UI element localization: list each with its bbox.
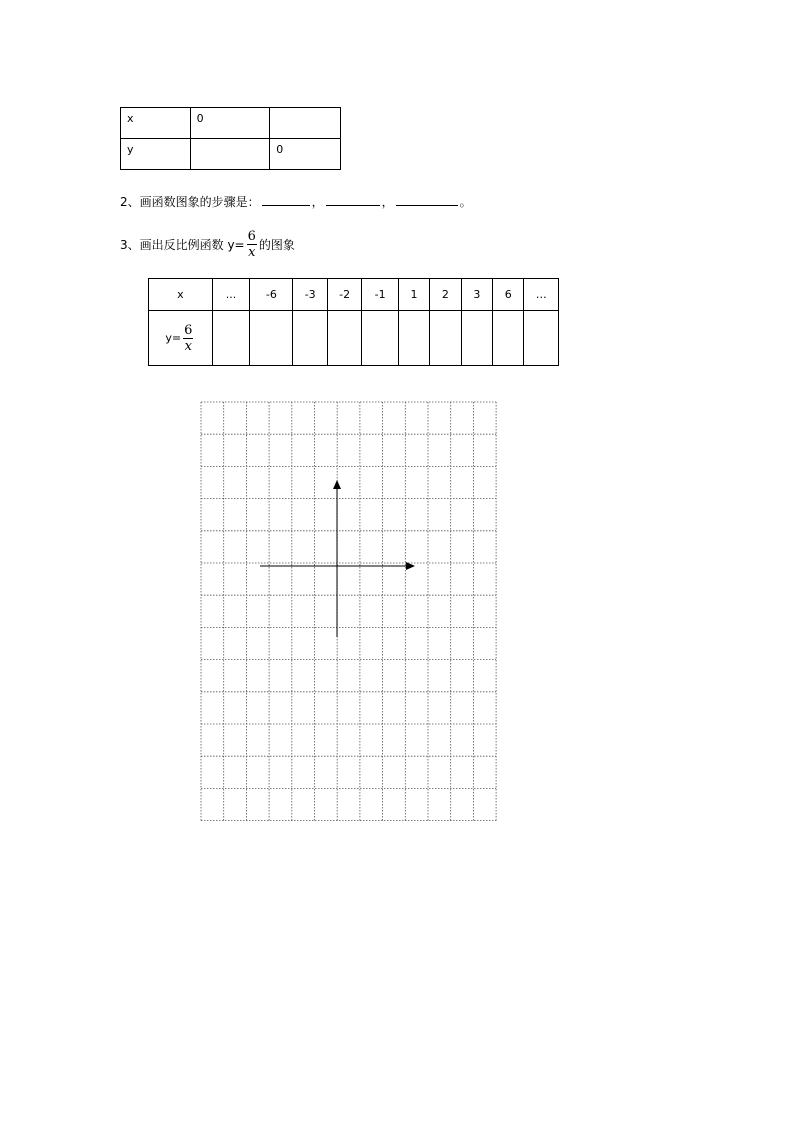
period: 。: [459, 195, 472, 209]
fraction: [247, 230, 257, 259]
question-2-text: 2、画函数图象的步骤是：: [120, 195, 260, 209]
table-cell[interactable]: [250, 311, 293, 366]
table-cell[interactable]: [461, 311, 492, 366]
fraction-denominator: x: [248, 244, 256, 260]
answer-blank-1[interactable]: [262, 193, 310, 206]
y-axis-arrow-icon: [333, 480, 341, 489]
table-cell: …: [524, 279, 559, 311]
table-cell: y: [121, 139, 191, 170]
answer-blank-3[interactable]: [396, 193, 458, 206]
table-cell: 1: [398, 279, 429, 311]
question-3-suffix: 的图象: [258, 237, 295, 252]
table-cell: 0: [270, 139, 341, 170]
table-cell[interactable]: [212, 311, 249, 366]
table-cell: -3: [293, 279, 327, 311]
separator: ，: [381, 195, 394, 209]
value-table: [148, 278, 559, 366]
table-cell: [270, 108, 341, 139]
table-cell[interactable]: [398, 311, 429, 366]
fraction-numerator: 6: [184, 322, 193, 338]
table-row: [121, 139, 341, 170]
table-cell: 6: [493, 279, 524, 311]
table-cell: [190, 139, 270, 170]
table-cell[interactable]: [293, 311, 327, 366]
table-cell[interactable]: [524, 311, 559, 366]
question-2: [120, 193, 472, 210]
table-cell: x: [149, 279, 213, 311]
table-cell: -6: [250, 279, 293, 311]
table-cell[interactable]: [362, 311, 398, 366]
table-cell: -1: [362, 279, 398, 311]
grid-lines: [201, 402, 496, 821]
table-cell[interactable]: [327, 311, 361, 366]
fraction-numerator: 6: [247, 228, 256, 244]
table-cell: x: [121, 108, 191, 139]
xy-table: [120, 107, 341, 170]
fraction: [183, 324, 193, 353]
table-cell: -2: [327, 279, 361, 311]
row-label: y=: [165, 331, 182, 344]
table-cell: 0: [190, 108, 270, 139]
table-cell: 3: [461, 279, 492, 311]
table-cell: [149, 311, 213, 366]
separator: ，: [311, 195, 324, 209]
table-cell: 2: [430, 279, 461, 311]
table-cell[interactable]: [493, 311, 524, 366]
x-axis-arrow-icon: [406, 562, 415, 570]
coordinate-grid: [199, 400, 499, 824]
table-cell[interactable]: [430, 311, 461, 366]
table-row: [149, 279, 559, 311]
table-row: [121, 108, 341, 139]
table-cell: ...: [212, 279, 249, 311]
fraction-denominator: x: [184, 338, 192, 354]
question-3-prefix: 3、画出反比例函数 y=: [120, 237, 245, 252]
question-3: [120, 226, 295, 262]
answer-blank-2[interactable]: [326, 193, 380, 206]
table-row: [149, 311, 559, 366]
